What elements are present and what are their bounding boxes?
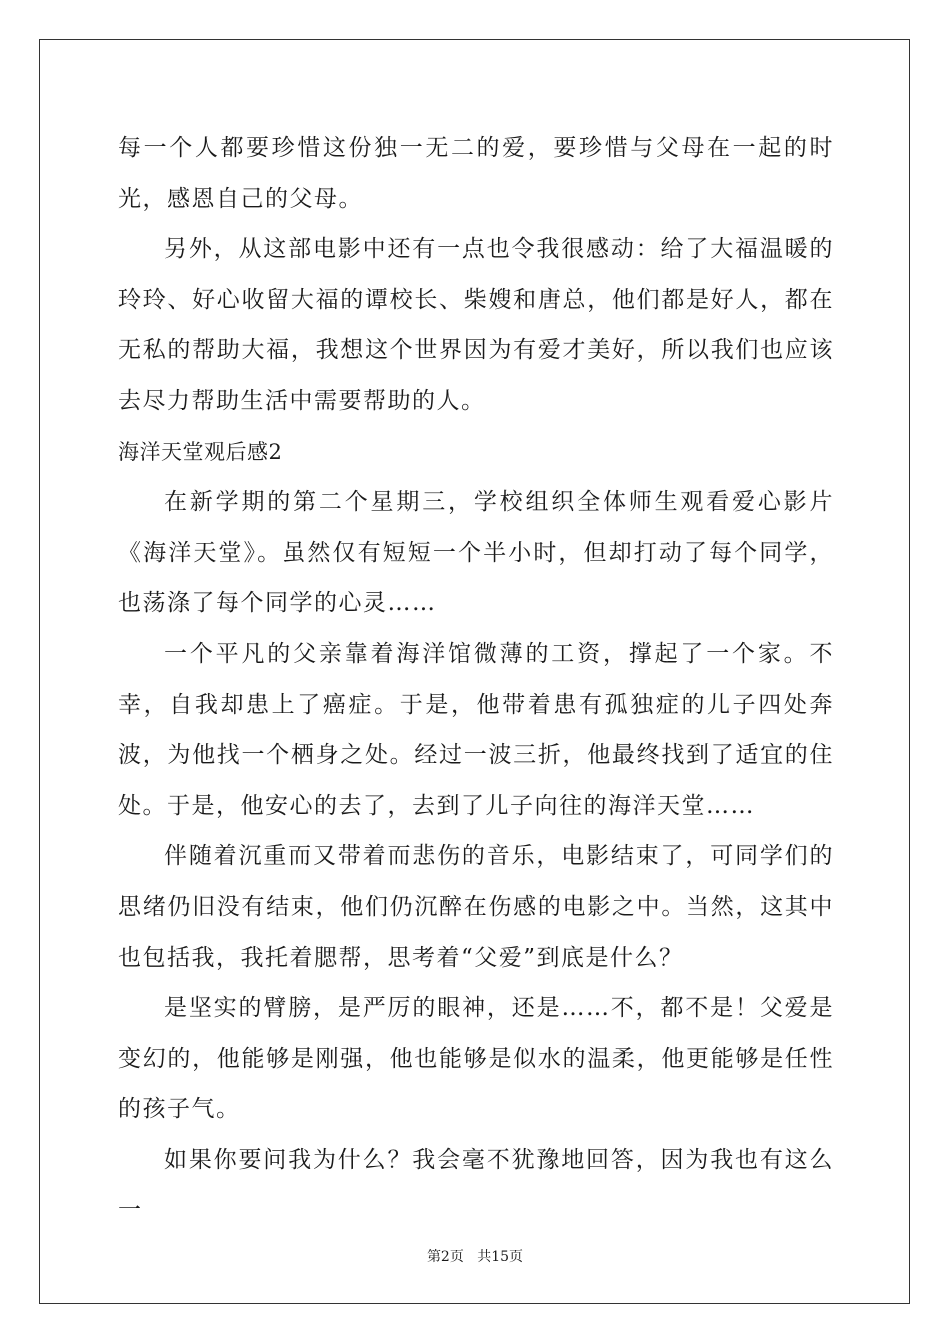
document-body [118, 123, 834, 1236]
paragraph-4: 一个平凡的父亲靠着海洋馆微薄的工资，撑起了一个家。不幸，自我却患上了癌症。于是，他带着患有孤独症的儿子四处奔波，为他找一个栖身之处。经过一波三折，他最终找到了适宜的住处。于是，他安心的去了，去到了儿子向往的海洋天堂…… [118, 640, 834, 819]
page-footer [0, 1246, 950, 1266]
page-total: 共15页 [477, 1249, 524, 1265]
paragraph-7: 如果你要问我为什么？我会毫不犹豫地回答，因为我也有这么一 [118, 1146, 834, 1224]
paragraph-6: 是坚实的臂膀，是严厉的眼神，还是……不，都不是！父爱是变幻的，他能够是刚强，他也能够是似水的温柔，他更能够是任性的孩子气。 [118, 995, 834, 1123]
paragraph-1: 每一个人都要珍惜这份独一无二的爱，要珍惜与父母在一起的时光，感恩自己的父母。 [118, 135, 834, 212]
section-heading: 海洋天堂观后感2 [118, 439, 283, 464]
paragraph-5: 伴随着沉重而又带着而悲伤的音乐，电影结束了，可同学们的思绪仍旧没有结束，他们仍沉醉在伤感的电影之中。当然，这其中也包括我，我托着腮帮，思考着“父爱”到底是什么？ [118, 843, 834, 971]
paragraph-2: 另外，从这部电影中还有一点也令我很感动：给了大福温暖的玲玲、好心收留大福的谭校长、柴嫂和唐总，他们都是好人，都在无私的帮助大福，我想这个世界因为有爱才美好，所以我们也应该去尽力帮助生活中需要帮助的人。 [118, 236, 834, 414]
paragraph-3: 在新学期的第二个星期三，学校组织全体师生观看爱心影片《海洋天堂》。虽然仅有短短一个半小时，但却打动了每个同学，也荡涤了每个同学的心灵…… [118, 489, 834, 617]
page-number: 第2页 [426, 1249, 464, 1265]
